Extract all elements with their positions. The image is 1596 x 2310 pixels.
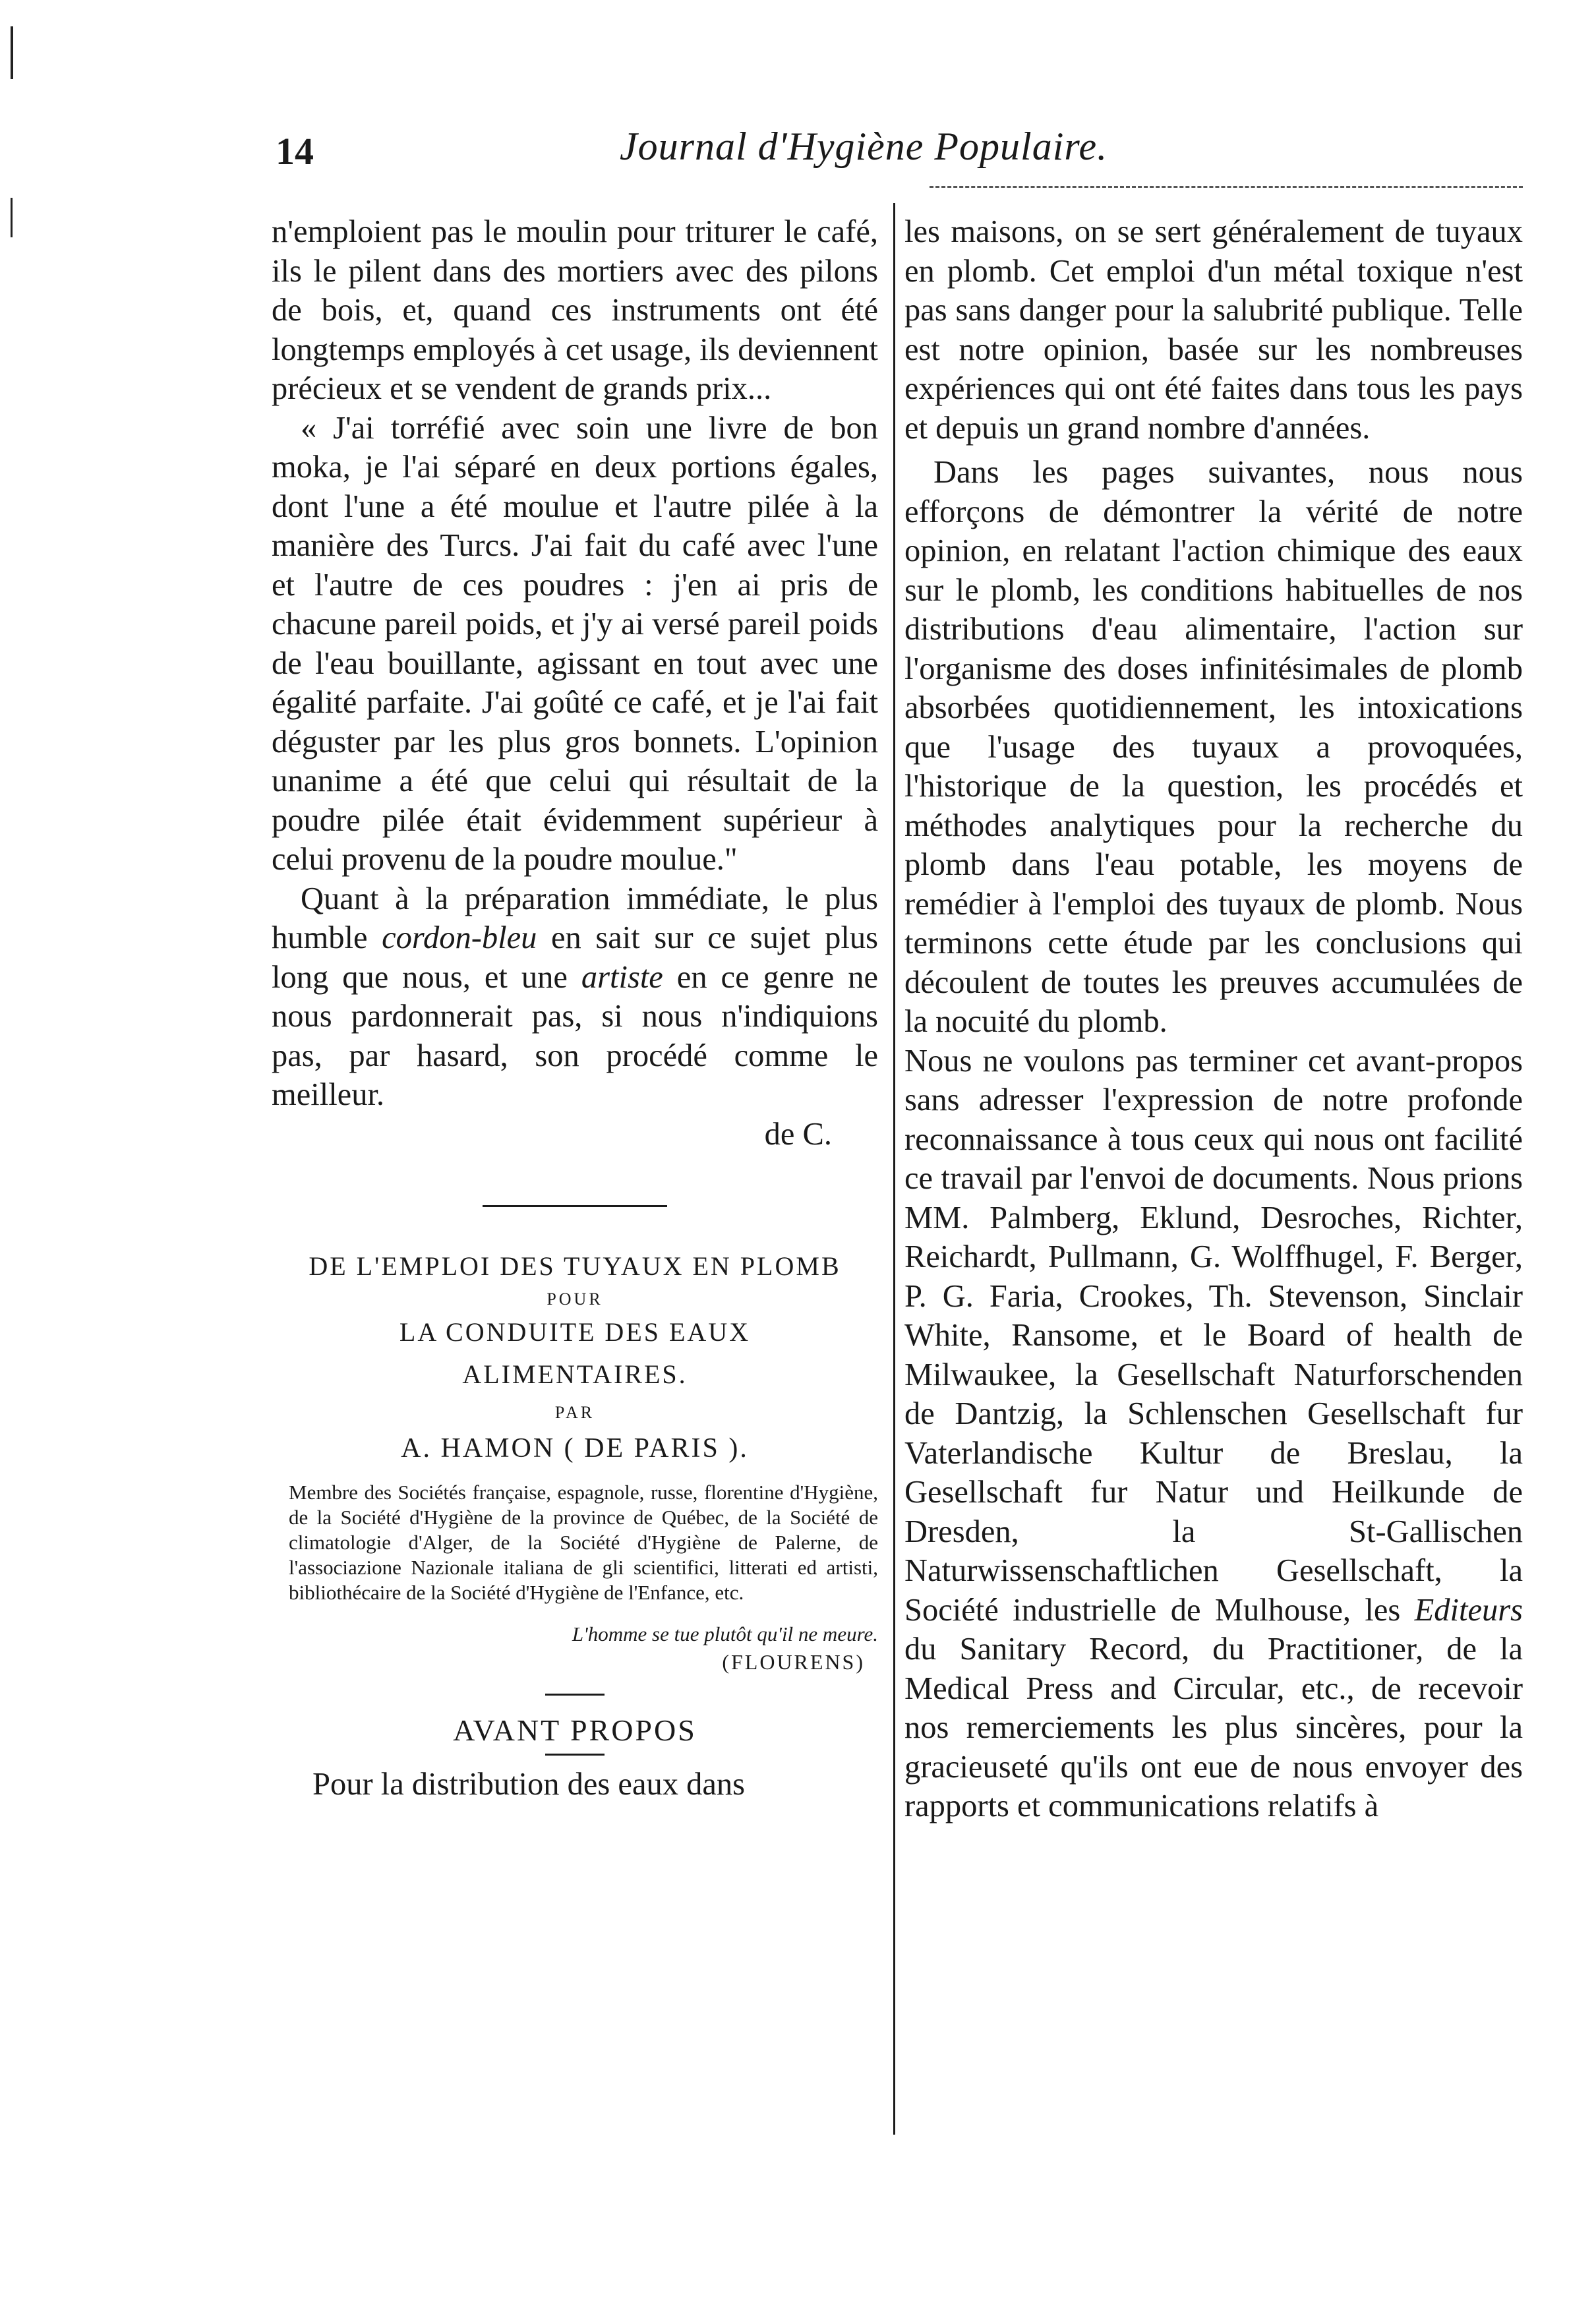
article-title: ALIMENTAIRES. — [462, 1359, 688, 1389]
italic-term: cordon-bleu — [382, 920, 537, 955]
paragraph — [272, 879, 878, 1115]
text: Quant à la préparation immédiate, le plus humble — [272, 881, 878, 955]
text: en sait sur ce sujet plus long que nous, et une — [272, 920, 879, 995]
paragraph: Dans les pages suivantes, nous nous efforçons de démontrer la vérité de notre opinion, en relatant l'action chimique des eaux sur le plomb, les conditions habituelles de nos distributions d'eau alimentaire, l'action sur l'organisme des doses infinitésimales de plomb absorbées quotidiennement, les intoxications que l'usage des tuyaux a provoquées, l'historique de la question, les procédés et méthodes analytiques pour la recherche du plomb dans l'eau potable, les moyens de remédier à l'emploi des tuyaux de plomb. Nous terminons cette étude par les conclusions qui découlent de toutes les preuves accumulées de la nocuité du plomb. — [904, 455, 1523, 1039]
author-affiliations: Membre des Sociétés française, espagnole, russe, florentine d'Hygiène, de la Société d'Hygiène de la province de Québec, de la Société de climatologie d'Alger, de la Société d'Hygiène de Palerne, de l'associazione Nazionale italiana de gli scientifici, litterati ed artisti, bibliothécaire de la Société d'Hygiène de l'Enfance, etc. — [289, 1481, 878, 1604]
epigraph-author: (FLOURENS) — [722, 1650, 865, 1674]
running-header: Journal d'Hygiène Populaire. — [620, 125, 1108, 168]
section-heading: AVANT PROPOS — [453, 1713, 697, 1747]
paragraph: n'emploient pas le moulin pour triturer le café, ils le pilent dans des mortiers avec des pilons de bois, et, quand ces instruments ont été longtemps employés à cet usage, ils deviennent précieux et se vendent de grands prix... — [272, 214, 878, 406]
column-divider — [893, 203, 895, 2135]
article-author-par: PAR — [554, 1403, 595, 1422]
page-number: 14 — [276, 130, 314, 173]
scan-edge-mark — [11, 26, 13, 79]
article-title: LA CONDUITE DES EAUX — [399, 1317, 751, 1347]
article-author: A. HAMON ( DE PARIS ). — [401, 1433, 749, 1464]
paragraph — [904, 1042, 1523, 1826]
article-title-pour: POUR — [547, 1289, 603, 1309]
text: en ce genre ne nous pardonnerait pas, si nous n'indiquions pas, par hasard, son procédé comme le meilleur. — [272, 959, 879, 1112]
article-title: DE L'EMPLOI DES TUYAUX EN PLOMB — [309, 1251, 841, 1281]
paragraph: les maisons, on se sert généralement de tuyaux en plomb. Cet emploi d'un métal toxique n'est pas sans danger pour la salubrité publique. Telle est notre opinion, basée sur les nombreuses expériences qui ont été faites dans tous les pays et depuis un grand nombre d'années. — [904, 214, 1523, 446]
italic-term: artiste — [581, 959, 663, 995]
left-column — [272, 212, 878, 1804]
italic-term: Editeurs — [1414, 1592, 1523, 1628]
signature: de C. — [764, 1116, 832, 1152]
scan-edge-mark — [11, 198, 13, 237]
header-rule — [930, 186, 1523, 188]
right-column — [904, 212, 1523, 1826]
text: Nous ne voulons pas terminer cet avant-propos sans adresser l'expression de notre profonde reconnaissance à tous ceux qui nous ont facilité ce travail par l'envoi de documents. Nous prions MM. Palmberg, Eklund, Desroches, Richter, Reichardt, Pullmann, G. Wolffhugel, F. Berger, P. G. Faria, Crookes, Th. Stevenson, Sinclair White, Ransome, et le Board of health de Milwaukee, la Gesellschaft Naturforschenden de Dantzig, la Schlenschen Gesellschaft fur Vaterlandische Kultur de Breslau, la Gesellschaft fur Natur und Heilkunde de Dresden, la St-Gallischen Naturwissenschaftlichen Gesellschaft, la Société industrielle de Mulhouse, les — [904, 1043, 1523, 1628]
quote-paragraph: « J'ai torréfié avec soin une livre de bon moka, je l'ai séparé en deux portions égales, dont l'une a été moulue et l'autre pilée à la manière des Turcs. J'ai fait du café avec l'une et l'autre de ces poudres : j'en ai pris de chacune pareil poids, et j'y ai versé pareil poids de l'eau bouillante, agissant en tout avec une égalité parfaite. J'ai goûté ce café, et je l'ai fait déguster par les plus gros bonnets. L'opinion unanime a été que celui qui résultait de la poudre pilée était évidemment supérieur à celui provenu de la poudre moulue." — [272, 410, 878, 877]
paragraph: Pour la distribution des eaux dans — [312, 1767, 746, 1802]
text: du Sanitary Record, du Practitioner, de la Medical Press and Circular, etc., de recevoir nos remerciements les plus sincères, pour la gracieuseté qu'ils ont eue de nous envoyer des rapports et communications relatifs à — [904, 1632, 1523, 1823]
epigraph: L'homme se tue plutôt qu'il ne meure. — [572, 1622, 878, 1645]
